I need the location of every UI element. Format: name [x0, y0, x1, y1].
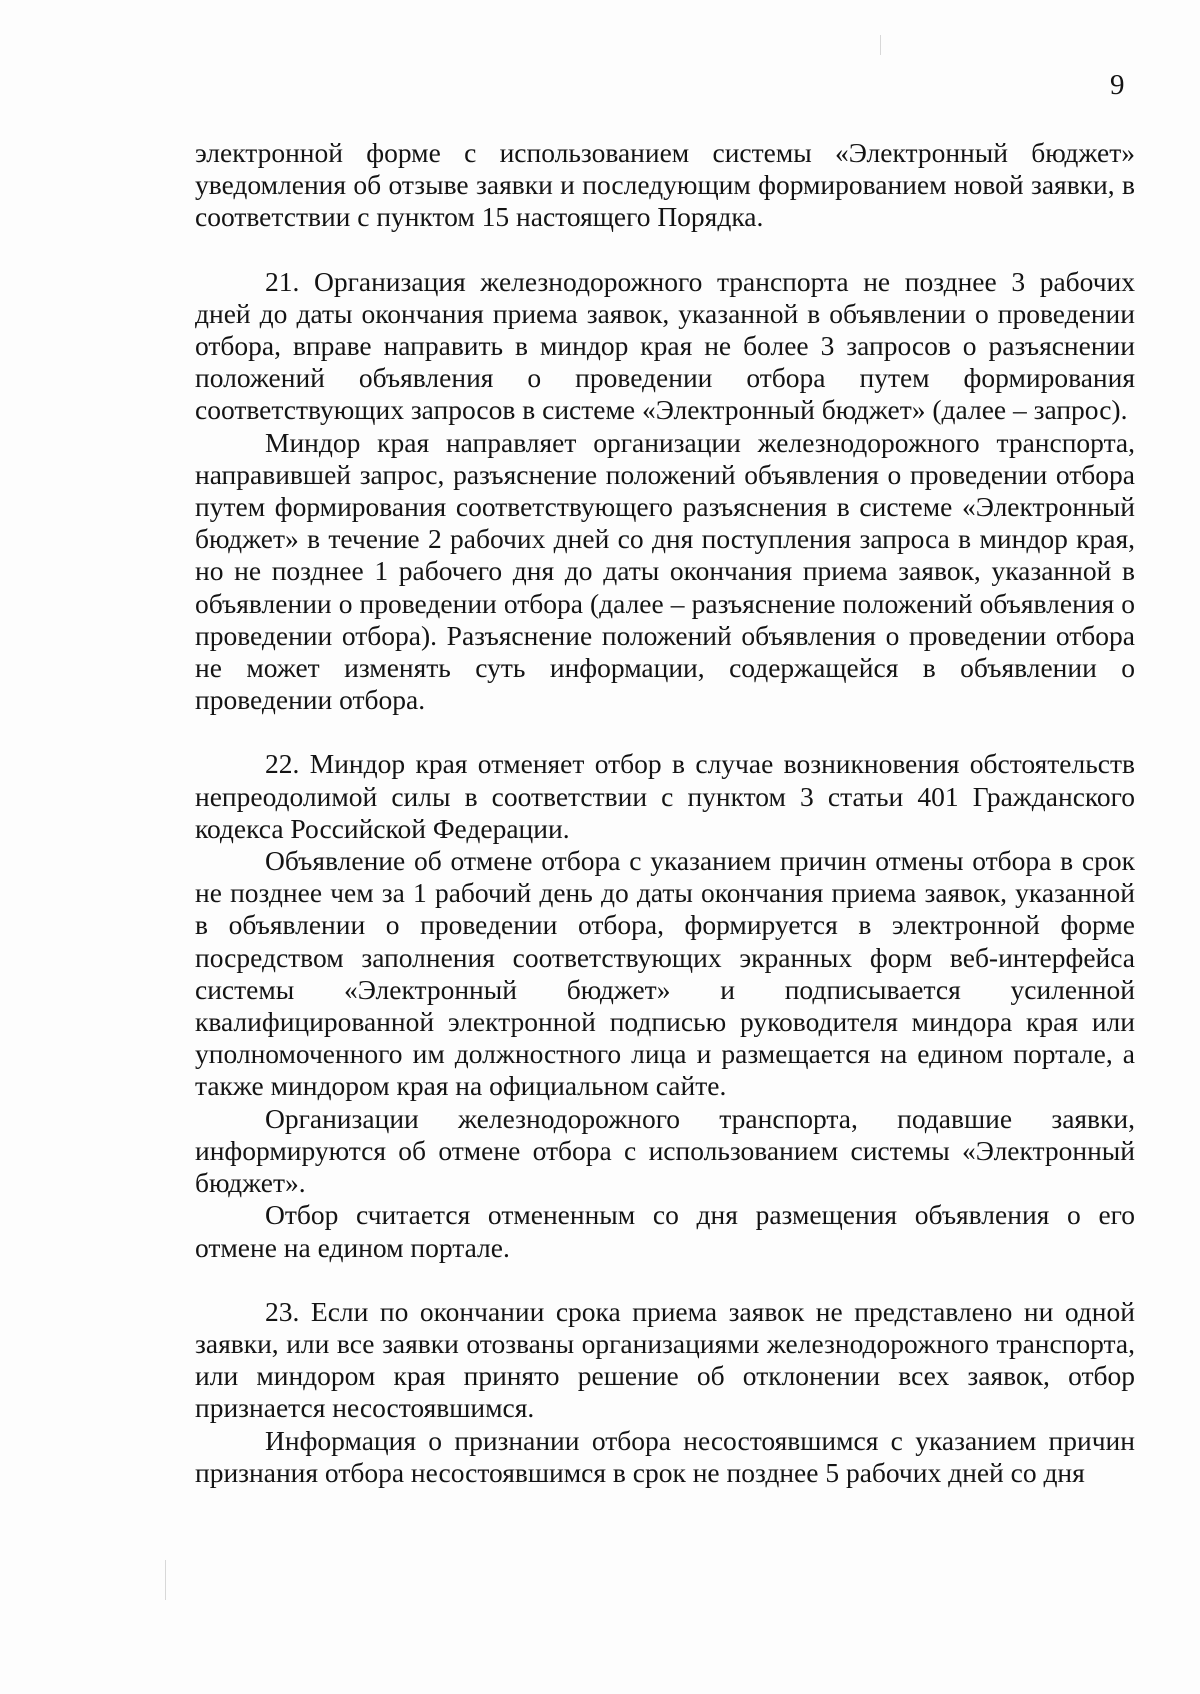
- document-body: [195, 137, 1135, 1489]
- paragraph-22-cancelled: Отбор считается отмененным со дня размещения объявления о его отмене на едином портале.: [195, 1199, 1135, 1263]
- paragraph-continuation: электронной форме с использованием системы «Электронный бюджет» уведомления об отзыве заявки и последующим формированием новой заявки, в соответствии с пунктом 15 настоящего Порядка.: [195, 137, 1135, 233]
- scan-artifact-line: [880, 35, 881, 55]
- paragraph-23-information: Информация о признании отбора несостоявшимся с указанием причин признания отбора несостоявшимся в срок не позднее 5 рабочих дней со дня: [195, 1424, 1135, 1488]
- scan-artifact-line: [165, 1560, 166, 1600]
- paragraph-22-cancellation-notice: Объявление об отмене отбора с указанием причин отмены отбора в срок не позднее чем за 1 рабочий день до даты окончания приема заявок, указанной в объявлении о проведении отбора, формируется в электронной форме посредством заполнения соответствующих экранных форм веб-интерфейса системы «Электронный бюджет» и подписывается усиленной квалифицированной электронной подписью руководителя миндора края или уполномоченного им должностного лица и размещается на едином портале, а также миндором края на официальном сайте.: [195, 845, 1135, 1102]
- paragraph-22: 22. Миндор края отменяет отбор в случае возникновения обстоятельств непреодолимой силы в соответствии с пунктом 3 статьи 401 Гражданского кодекса Российской Федерации.: [195, 748, 1135, 844]
- paragraph-21-clarification: Миндор края направляет организации железнодорожного транспорта, направившей запрос, разъяснение положений объявления о проведении отбора путем формирования соответствующего разъяснения в системе «Электронный бюджет» в течение 2 рабочих дней со дня поступления запроса в миндор края, но не позднее 1 рабочего дня до даты окончания приема заявок, указанной в объявлении о проведении отбора (далее – разъяснение положений объявления о проведении отбора). Разъяснение положений объявления о проведении отбора не может изменять суть информации, содержащейся в объявлении о проведении отбора.: [195, 426, 1135, 716]
- page-number: 9: [1110, 69, 1125, 101]
- paragraph-22-informing: Организации железнодорожного транспорта, подавшие заявки, информируются об отмене отбора с использованием системы «Электронный бюджет».: [195, 1102, 1135, 1199]
- paragraph-21: 21. Организация железнодорожного транспорта не позднее 3 рабочих дней до даты окончания приема заявок, указанной в объявлении о проведении отбора, вправе направить в миндор края не более 3 запросов о разъяснении положений объявления о проведении отбора путем формирования соответствующих запросов в системе «Электронный бюджет» (далее – запрос).: [195, 265, 1135, 426]
- paragraph-23: 23. Если по окончании срока приема заявок не представлено ни одной заявки, или все заявки отозваны организациями железнодорожного транспорта, или миндором края принято решение об отклонении всех заявок, отбор признается несостоявшимся.: [195, 1295, 1135, 1424]
